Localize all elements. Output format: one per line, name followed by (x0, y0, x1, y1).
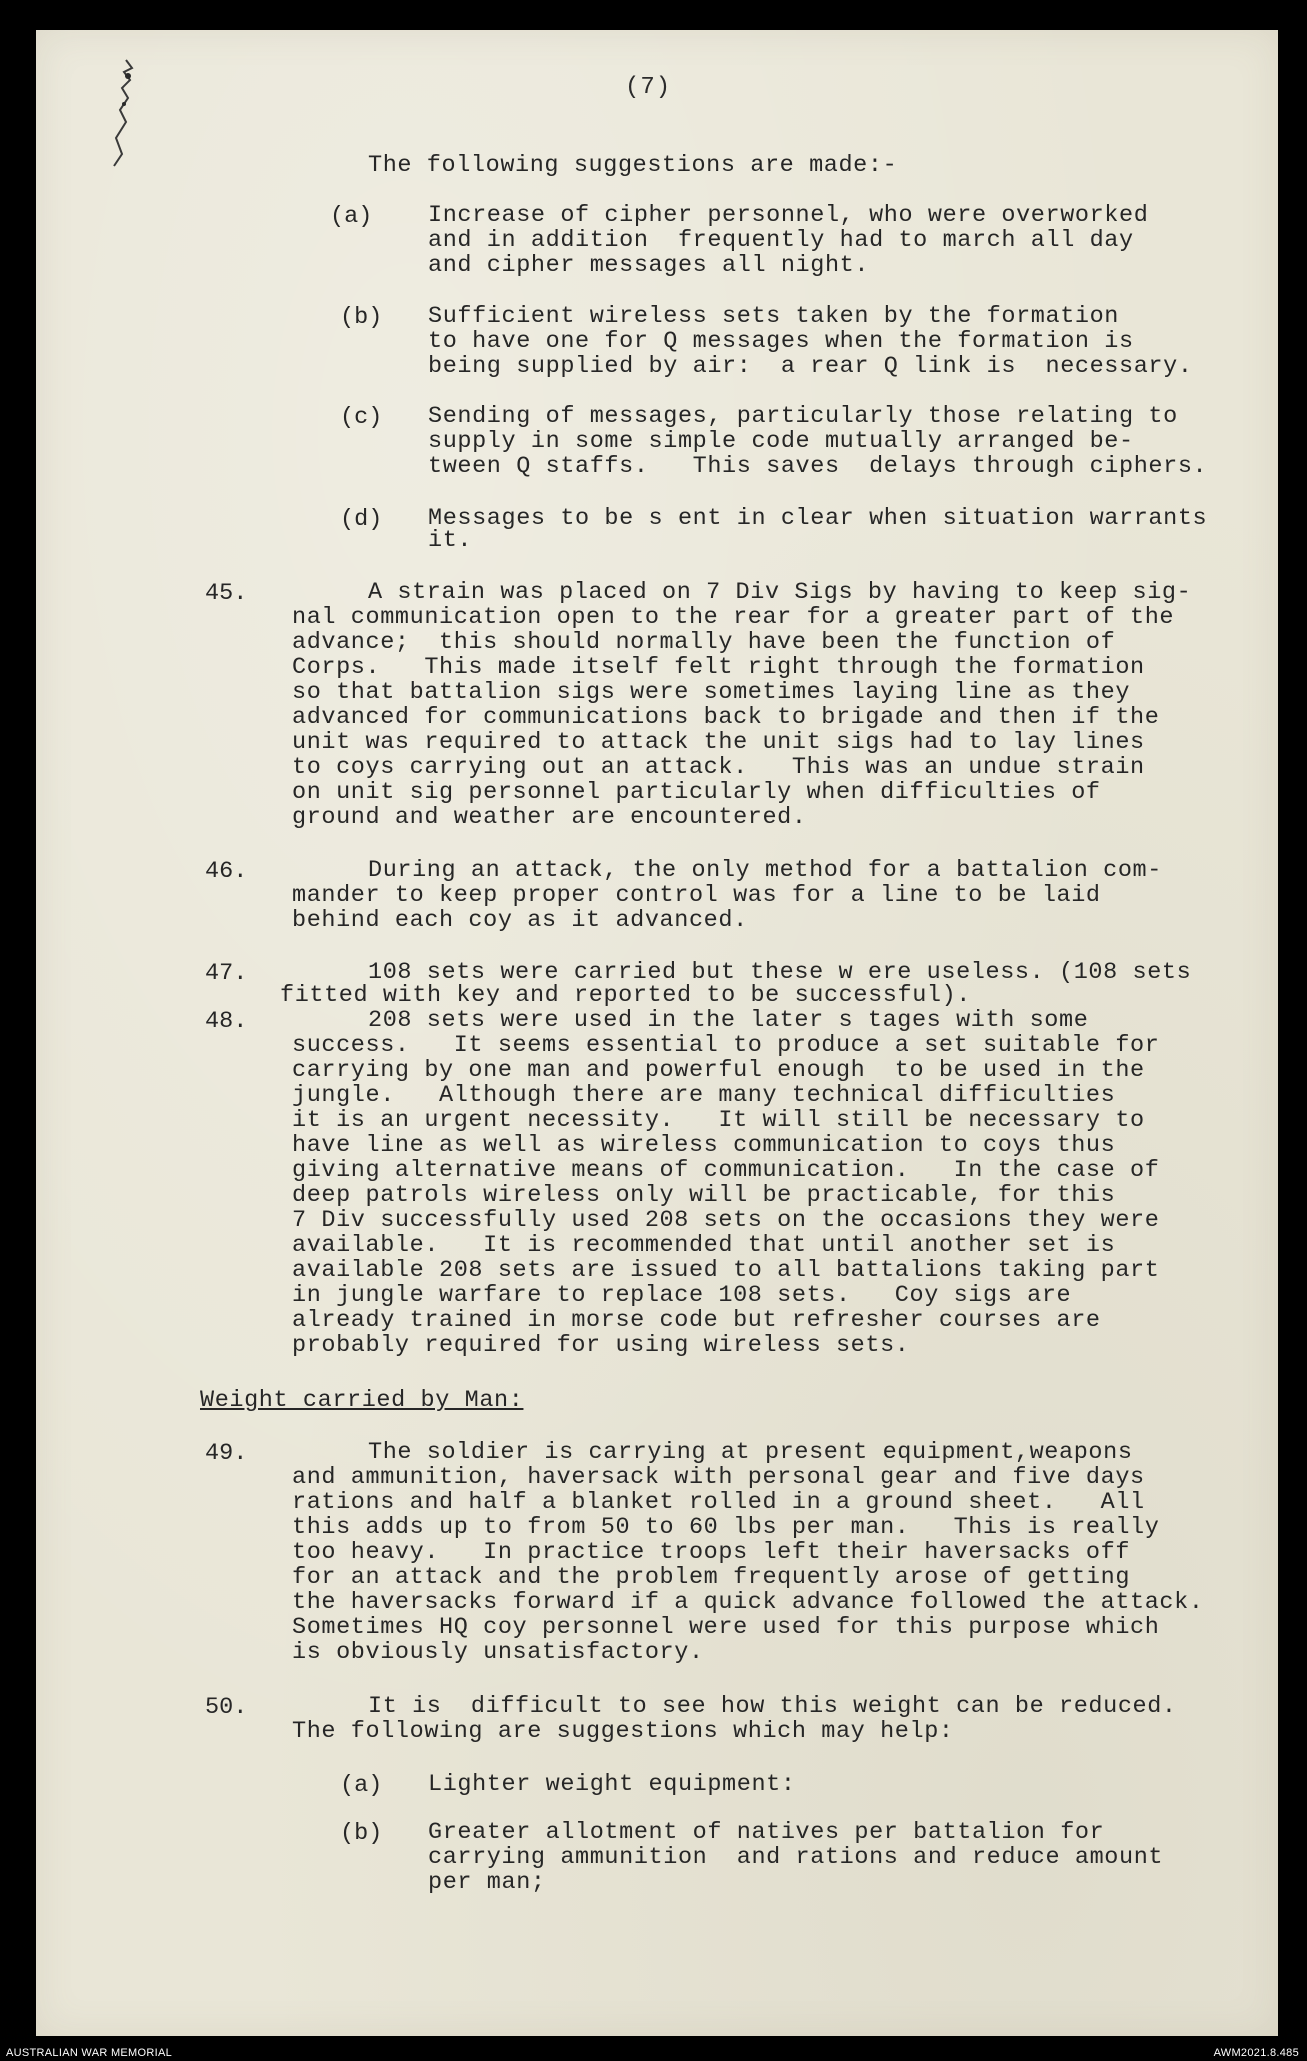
paragraph-45-line: nal communication open to the rear for a greater part of the (292, 604, 1175, 631)
paragraph-49-line: too heavy. In practice troops left their haversacks off (292, 1539, 1131, 1566)
paragraph-50-item-a-line: Lighter weight equipment: (428, 1771, 796, 1798)
paragraph-45-line: advance; this should normally have been the function of (292, 629, 1116, 656)
section-heading: Weight carried by Man: (200, 1387, 524, 1414)
paragraph-48-line: success. It seems essential to produce a set suitable for (292, 1032, 1160, 1059)
paragraph-49-line: The soldier is carrying at present equipment,weapons (368, 1439, 1133, 1466)
paragraph-48-line: available. It is recommended that until another set is (292, 1232, 1116, 1259)
paragraph-45-line: unit was required to attack the unit sigs had to lay lines (292, 729, 1145, 756)
paragraph-45-line: to coys carrying out an attack. This was an undue strain (292, 754, 1145, 781)
paragraph-45-line: on unit sig personnel particularly when difficulties of (292, 779, 1101, 806)
paragraph-48-line: giving alternative means of communication. In the case of (292, 1157, 1160, 1184)
paragraph-48-line: deep patrols wireless only will be practicable, for this (292, 1182, 1116, 1209)
paragraph-45-line: A strain was placed on 7 Div Sigs by having to keep sig- (368, 579, 1192, 606)
suggestion-c-line: Sending of messages, particularly those relating to (428, 403, 1178, 430)
paragraph-45-line: ground and weather are encountered. (292, 804, 807, 831)
paragraph-49-line: is obviously unsatisfactory. (292, 1639, 704, 1666)
paragraph-48-line: in jungle warfare to replace 108 sets. Coy sigs are (292, 1282, 1072, 1309)
paragraph-45-line: Corps. This made itself felt right through the formation (292, 654, 1145, 681)
paragraph-45-line: advanced for communications back to brigade and then if the (292, 704, 1160, 731)
paragraph-46-line: behind each coy as it advanced. (292, 907, 748, 934)
paragraph-50-item-b-line: Greater allotment of natives per battalion for (428, 1819, 1105, 1846)
paragraph-50-item-b-label: (b) (340, 1820, 383, 1847)
paragraph-49-line: for an attack and the problem frequently arose of getting (292, 1564, 1131, 1591)
paragraph-48-line: jungle. Although there are many technical difficulties (292, 1082, 1116, 1109)
suggestion-a-line: and in addition frequently had to march all day (428, 227, 1134, 254)
suggestion-a-line: and cipher messages all night. (428, 252, 870, 279)
paragraph-45-line: so that battalion sigs were sometimes laying line as they (292, 679, 1131, 706)
footer-reference: AWM2021.8.485 (1213, 2047, 1299, 2059)
paragraph-50-item-b-line: per man; (428, 1869, 546, 1896)
paragraph-48-line: it is an urgent necessity. It will still be necessary to (292, 1107, 1145, 1134)
paper-tear-mark (86, 58, 146, 168)
intro-text: The following suggestions are made:- (368, 152, 898, 179)
paragraph-48-line: available 208 sets are issued to all battalions taking part (292, 1257, 1160, 1284)
page-number: (7) (625, 74, 672, 101)
footer-source: AUSTRALIAN WAR MEMORIAL (6, 2047, 173, 2059)
paragraph-49-line: rations and half a blanket rolled in a ground sheet. All (292, 1489, 1145, 1516)
suggestion-c-line: tween Q staffs. This saves delays through ciphers. (428, 453, 1208, 480)
suggestion-a-line: Increase of cipher personnel, who were overworked (428, 202, 1149, 229)
paragraph-50-item-b-line: carrying ammunition and rations and reduce amount (428, 1844, 1164, 1871)
paragraph-48-line: probably required for using wireless sets. (292, 1332, 910, 1359)
paragraph-50-line: It is difficult to see how this weight can be reduced. (368, 1693, 1177, 1720)
paragraph-46-line: mander to keep proper control was for a line to be laid (292, 882, 1101, 909)
paragraph-48-line: have line as well as wireless communication to coys thus (292, 1132, 1116, 1159)
paragraph-49-line: Sometimes HQ coy personnel were used for this purpose which (292, 1614, 1160, 1641)
paragraph-50-number: 50. (205, 1694, 248, 1721)
paragraph-49-line: this adds up to from 50 to 60 lbs per man. This is really (292, 1514, 1160, 1541)
paragraph-46-number: 46. (205, 858, 248, 885)
paragraph-48-line: carrying by one man and powerful enough to be used in the (292, 1057, 1145, 1084)
paragraph-47-line: 108 sets were carried but these w ere useless. (108 sets (368, 959, 1192, 986)
suggestion-b-line: to have one for Q messages when the formation is (428, 328, 1134, 355)
paragraph-50-item-a-label: (a) (340, 1772, 383, 1799)
paragraph-48-line: 7 Div successfully used 208 sets on the occasions they were (292, 1207, 1160, 1234)
suggestion-c-label: (c) (340, 404, 383, 431)
suggestion-d-line: it. (428, 527, 473, 554)
paragraph-47-line: fitted with key and reported to be successful). (280, 982, 972, 1009)
paragraph-46-line: During an attack, the only method for a battalion com- (368, 857, 1162, 884)
suggestion-d-label: (d) (340, 506, 383, 533)
paragraph-45-number: 45. (205, 580, 248, 607)
paragraph-48-line: 208 sets were used in the later s tages with some (368, 1007, 1089, 1034)
paragraph-48-number: 48. (205, 1008, 248, 1035)
suggestion-a-label: (a) (330, 203, 373, 230)
suggestion-b-line: being supplied by air: a rear Q link is necessary. (428, 353, 1193, 380)
paragraph-49-line: the haversacks forward if a quick advance followed the attack. (292, 1589, 1204, 1616)
paragraph-47-number: 47. (205, 960, 248, 987)
paragraph-49-number: 49. (205, 1440, 248, 1467)
suggestion-b-label: (b) (340, 304, 383, 331)
paragraph-49-line: and ammunition, haversack with personal gear and five days (292, 1464, 1145, 1491)
suggestion-c-line: supply in some simple code mutually arranged be- (428, 428, 1134, 455)
paragraph-50-line: The following are suggestions which may help: (292, 1718, 954, 1745)
suggestion-b-line: Sufficient wireless sets taken by the formation (428, 303, 1120, 330)
suggestion-d-line: Messages to be s ent in clear when situation warrants (428, 505, 1208, 532)
paragraph-48-line: already trained in morse code but refresher courses are (292, 1307, 1101, 1334)
